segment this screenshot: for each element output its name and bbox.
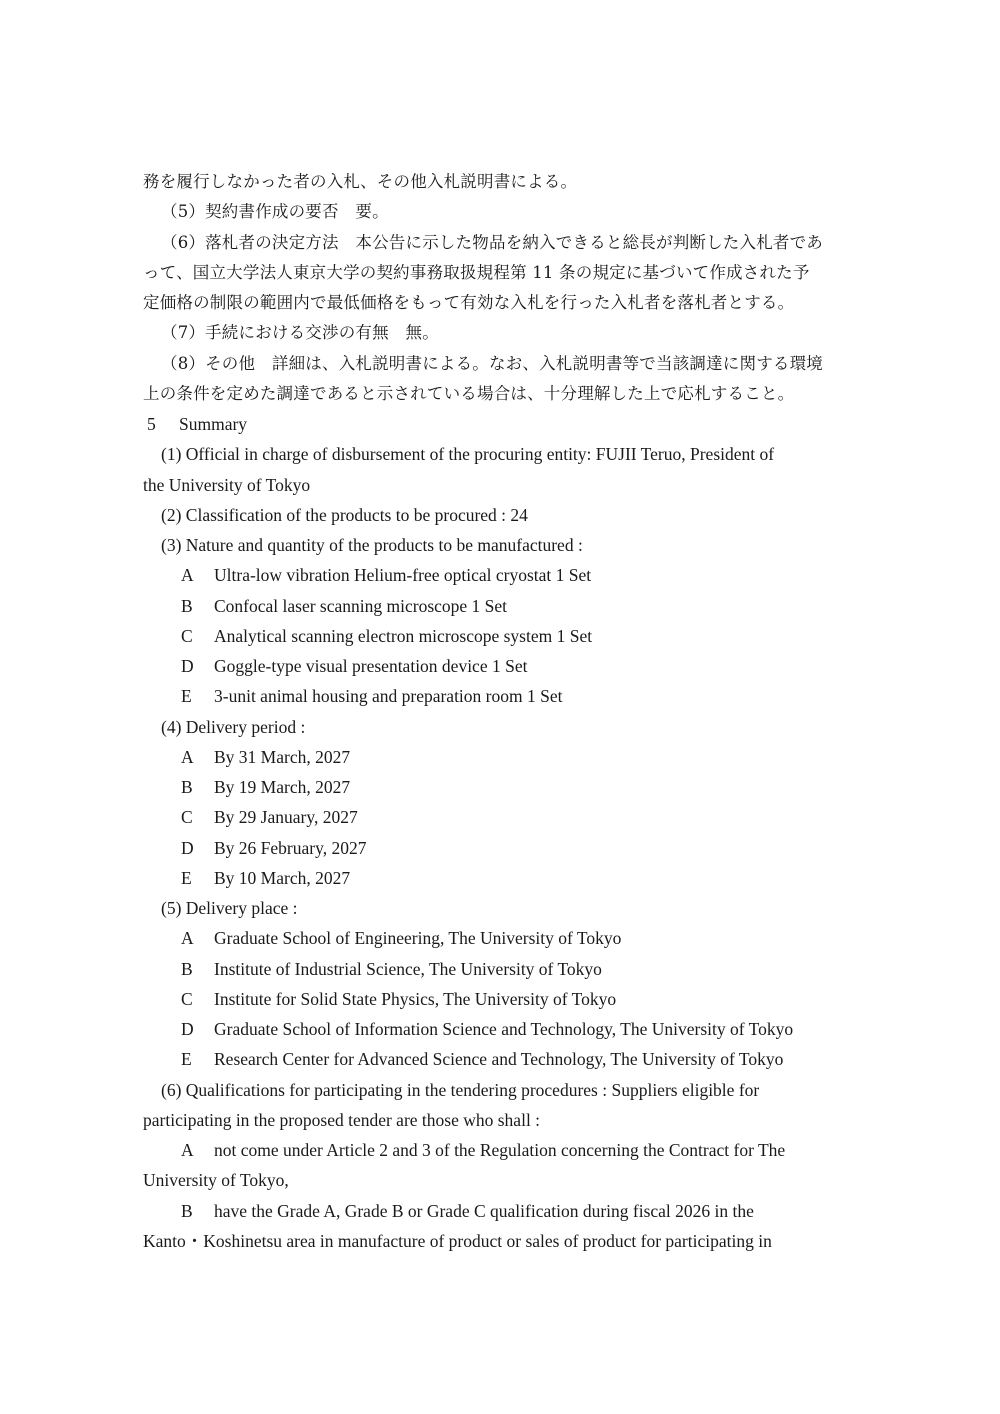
delivery-period-item — [143, 772, 858, 802]
list-letter: E — [181, 686, 192, 707]
list-letter: D — [181, 656, 194, 676]
list-letter: B — [181, 958, 193, 979]
list-letter: C — [181, 807, 193, 828]
list-letter: B — [181, 595, 193, 616]
list-letter: C — [181, 988, 193, 1009]
list-letter: E — [181, 867, 192, 888]
list-text: Institute for Solid State Physics, The University of Tokyo — [214, 988, 617, 1009]
qualification-b-line2: Kanto・Koshinetsu area in manufacture of product or sales of product for participating in — [143, 1230, 772, 1251]
jp-item-7: （7）手続における交渉の有無 無。 — [161, 323, 439, 343]
summary-item-2: (2) Classification of the products to be procured : 24 — [161, 504, 528, 525]
summary-title: Summary — [179, 414, 248, 434]
product-item — [143, 681, 858, 711]
list-text: Ultra-low vibration Helium-free optical cryostat 1 Set — [214, 565, 592, 586]
summary-item-4: (4) Delivery period : — [161, 716, 306, 737]
summary-item-1-line2: the University of Tokyo — [143, 474, 311, 495]
list-text: Institute of Industrial Science, The University of Tokyo — [214, 958, 602, 979]
list-letter: A — [181, 565, 194, 586]
list-text: have the Grade A, Grade B or Grade C qualification during fiscal 2026 in the — [214, 1200, 754, 1221]
jp-item-6-line2: って、国立大学法人東京大学の契約事務取扱規程第 11 条の規定に基づいて作成された予 — [143, 262, 810, 282]
delivery-place-item — [143, 1014, 858, 1044]
list-text: Goggle-type visual presentation device 1 Set — [214, 656, 528, 676]
list-letter: D — [181, 837, 194, 858]
summary-item-6-line2: participating in the proposed tender are those who shall : — [143, 1109, 541, 1130]
list-letter: B — [181, 777, 193, 797]
list-letter: D — [181, 1019, 194, 1039]
jp-item-6-line1: （6）落札者の決定方法 本公告に示した物品を納入できると総長が判断した入札者であ — [161, 232, 823, 252]
document-body — [143, 167, 858, 1256]
delivery-place-item — [143, 954, 858, 984]
list-letter: E — [181, 1049, 192, 1070]
list-text: Graduate School of Engineering, The University of Tokyo — [214, 928, 622, 949]
list-text: Confocal laser scanning microscope 1 Set — [214, 595, 508, 616]
jp-item-5: （5）契約書作成の要否 要。 — [161, 202, 389, 222]
list-letter: A — [181, 746, 194, 767]
delivery-place-item — [143, 923, 858, 953]
jp-line-continuation: 務を履行しなかった者の入札、その他入札説明書による。 — [143, 172, 578, 191]
list-text: 3-unit animal housing and preparation room 1 Set — [214, 686, 563, 707]
delivery-period-item — [143, 742, 858, 772]
summary-heading — [143, 409, 858, 439]
jp-item-6-line3: 定価格の制限の範囲内で最低価格をもって有効な入札を行った入札者を落札者とする。 — [143, 293, 795, 312]
summary-item-1-line1: (1) Official in charge of disbursement of the procuring entity: FUJII Teruo, President of — [161, 444, 775, 465]
list-letter: A — [181, 928, 194, 949]
delivery-place-item — [143, 984, 858, 1014]
qualification-a-line2: University of Tokyo, — [143, 1170, 289, 1191]
list-text: Research Center for Advanced Science and Technology, The University of Tokyo — [214, 1049, 784, 1070]
jp-item-8-line2: 上の条件を定めた調達であると示されている場合は、十分理解した上で応札すること。 — [143, 383, 795, 403]
list-text: By 31 March, 2027 — [214, 746, 351, 767]
product-item — [143, 651, 858, 681]
qualification-a-line1 — [143, 1135, 858, 1165]
list-letter: C — [181, 625, 193, 646]
qualification-b-line1 — [143, 1196, 858, 1226]
jp-item-8-line1: （8）その他 詳細は、入札説明書による。なお、入札説明書等で当該調達に関する環境 — [161, 353, 823, 373]
list-text: not come under Article 2 and 3 of the Regulation concerning the Contract for The — [214, 1140, 786, 1160]
product-item — [143, 560, 858, 590]
list-text: By 19 March, 2027 — [214, 777, 351, 797]
summary-item-6-line1: (6) Qualifications for participating in the tendering procedures : Suppliers eligible for — [161, 1079, 760, 1100]
delivery-period-item — [143, 802, 858, 832]
delivery-place-item — [143, 1044, 858, 1074]
list-text: By 10 March, 2027 — [214, 867, 351, 888]
list-letter: B — [181, 1200, 193, 1221]
list-text: By 26 February, 2027 — [214, 837, 367, 858]
list-text: Graduate School of Information Science and Technology, The University of Tokyo — [214, 1019, 794, 1039]
summary-item-5: (5) Delivery place : — [161, 898, 298, 918]
summary-number: 5 — [147, 414, 156, 434]
delivery-period-item — [143, 833, 858, 863]
product-item — [143, 591, 858, 621]
delivery-period-item — [143, 863, 858, 893]
list-text: By 29 January, 2027 — [214, 807, 358, 828]
product-item — [143, 621, 858, 651]
list-text: Analytical scanning electron microscope system 1 Set — [214, 625, 593, 646]
summary-item-3: (3) Nature and quantity of the products to be manufactured : — [161, 535, 583, 555]
list-letter: A — [181, 1140, 194, 1160]
